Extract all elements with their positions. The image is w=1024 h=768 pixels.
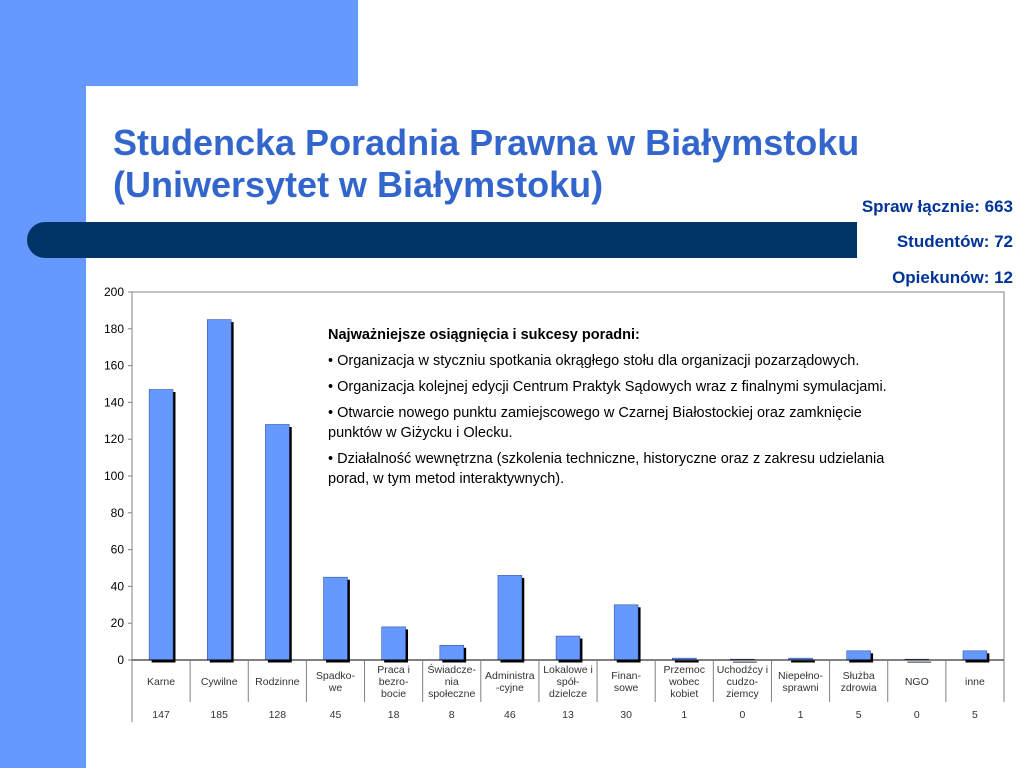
- y-tick-label: 200: [103, 285, 124, 299]
- bar: [265, 424, 289, 660]
- category-label: inne: [965, 676, 985, 688]
- value-label: 46: [504, 709, 516, 721]
- bar-shadow: [733, 662, 757, 663]
- achievement-item: • Działalność wewnętrzna (szkolenia techniczne, historyczne oraz z zakresu udzielania porad, w tym metod interaktywnych).: [328, 451, 885, 487]
- y-tick-label: 100: [103, 469, 124, 483]
- achievements-box: [328, 325, 918, 495]
- achievement-item: • Organizacja kolejnej edycji Centrum Praktyk Sądowych wraz z finalnymi symulacjami.: [328, 379, 887, 395]
- bar: [614, 605, 638, 660]
- y-tick-label: 180: [103, 321, 124, 336]
- category-label: Niepełno-sprawni: [778, 670, 824, 694]
- stat-total-cases: Spraw łącznie: 663: [861, 197, 1013, 216]
- category-label: Spadko-we: [315, 670, 356, 694]
- category-label: NGO: [904, 676, 929, 688]
- value-label: 1: [797, 709, 804, 721]
- category-label: Przemoc wobec kobiet: [663, 664, 705, 700]
- category-label: Uchodźcy i cudzo-ziemcy: [716, 664, 769, 700]
- stat-supervisors: Opiekunów: 12: [892, 268, 1013, 287]
- value-label: 0: [739, 709, 746, 721]
- value-label: 185: [210, 709, 228, 721]
- bar: [382, 627, 406, 660]
- bar: [963, 651, 987, 660]
- value-label: 13: [562, 709, 574, 721]
- bar: [556, 636, 580, 660]
- value-label: 5: [972, 709, 978, 721]
- background-top-band: [0, 0, 358, 86]
- slide-title-line1: Studencka Poradnia Prawna w Białymstoku: [113, 122, 860, 163]
- bar: [149, 390, 173, 660]
- decorative-band: [27, 222, 857, 258]
- category-label: Lokalowe i spół-dzielcze: [543, 664, 593, 700]
- value-label: 45: [329, 709, 342, 721]
- y-tick-label: 40: [110, 579, 124, 594]
- y-axis-ticks: [104, 285, 132, 667]
- category-label: Finan-sowe: [611, 670, 642, 694]
- y-tick-label: 140: [103, 395, 124, 410]
- y-tick-label: 20: [110, 616, 124, 631]
- value-label: 147: [152, 709, 170, 721]
- slide-title-line2: (Uniwersytet w Białymstoku): [113, 164, 604, 205]
- bar-shadow: [675, 661, 699, 663]
- y-tick-label: 120: [103, 432, 124, 447]
- achievement-item: • Otwarcie nowego punktu zamiejscowego w Czarnej Białostockiej oraz zamknięcie punktów w Giżycku i Olecku.: [328, 405, 862, 441]
- achievement-item: • Organizacja w styczniu spotkania okrągłego stołu dla organizacji pozarządowych.: [328, 353, 860, 369]
- category-label: Rodzinne: [255, 676, 300, 688]
- value-label: 18: [387, 709, 400, 721]
- category-label: Cywilne: [200, 676, 238, 688]
- bar: [324, 577, 348, 660]
- category-label: Praca i bezro-bocie: [377, 664, 410, 700]
- value-label: 128: [268, 709, 287, 721]
- y-tick-label: 160: [103, 358, 124, 373]
- value-label: 0: [913, 709, 920, 721]
- bar: [847, 651, 871, 660]
- slide-title: [113, 122, 973, 206]
- y-tick-label: 60: [110, 542, 124, 557]
- bar-shadow: [791, 661, 815, 663]
- stat-students: Studentów: 72: [896, 232, 1013, 251]
- background-left-band: [0, 0, 86, 768]
- bar: [498, 575, 522, 660]
- achievements-heading: Najważniejsze osiągnięcia i sukcesy poradni:: [328, 327, 640, 343]
- bar-shadow: [907, 662, 931, 663]
- y-tick-label: 0: [117, 653, 124, 667]
- category-label: Administra -cyjne: [485, 670, 535, 694]
- category-label: Karne: [147, 676, 176, 688]
- y-tick-label: 80: [110, 505, 124, 520]
- category-table: [132, 660, 1004, 722]
- value-label: 30: [620, 709, 632, 721]
- bar: [207, 320, 231, 660]
- category-label: Świadcze-nia społeczne: [427, 664, 476, 700]
- value-label: 5: [855, 709, 862, 721]
- category-label: Służba zdrowia: [840, 670, 877, 694]
- bar: [440, 645, 464, 660]
- value-label: 8: [448, 709, 455, 721]
- value-label: 1: [681, 709, 688, 721]
